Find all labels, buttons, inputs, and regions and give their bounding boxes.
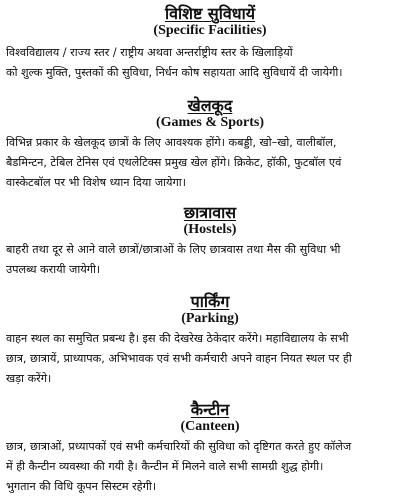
section-title-english: (Games & Sports) — [155, 115, 265, 130]
section-title-hindi: कैन्टीन — [190, 400, 230, 419]
body-line: वास्केटबॉल पर भी विशेष ध्यान दिया जायेगा। — [6, 176, 186, 189]
body-line: में ही कैन्टीन व्यवस्था की गयी है। कैन्टीन में मिलने वाले सभी सामग्री शुद्ध होगी। — [6, 460, 324, 473]
section-body — [6, 133, 414, 193]
body-line: भुगतान की विधि कूपन सिस्टम रहेगी। — [6, 480, 157, 493]
body-line: विभिन्न प्रकार के खेलकूद छात्रों के लिए आवश्यक होंगे। कबड्डी, खो–खो, वालीबॉल, — [6, 136, 337, 149]
section-body — [6, 240, 414, 280]
body-line: बैडमिन्टन, टेबिल टेनिस एवं एथलेटिक्स प्रमुख खेल होंगे। क्रिकेट, हॉकी, फुटबॉल एवं — [6, 156, 342, 169]
body-line: वाहन स्थल का समुचित प्रबन्ध है। इस की देखरेख ठेकेदार करेंगे। महाविद्यालय के सभी — [6, 332, 349, 345]
section-title-hindi: खेलकूद — [187, 96, 233, 115]
body-line: छात्र, छात्राओं, प्रध्यापकों एवं सभी कर्मचारियों की सुविधा को दृष्टिगत करते हुए कॉलेज — [6, 440, 352, 453]
section-title-english: (Hostels) — [183, 222, 237, 237]
section-games-sports — [0, 96, 420, 193]
body-line: छात्र, छात्रायें, प्राध्यापक, अभिभावक एवं सभी कर्मचारी अपने वाहन नियत स्थल पर ही — [6, 352, 352, 365]
section-title-english: (Parking) — [181, 311, 239, 326]
section-specific-facilities — [0, 4, 420, 83]
section-hostels — [0, 203, 420, 280]
section-title-english: (Canteen) — [180, 419, 240, 434]
body-line: को शुल्क मुक्ति, पुस्तकों की सुविधा, निर्धन कोष सहायता आदि सुविधायें दी जायेगी। — [6, 66, 343, 79]
section-title-english: (Specific Facilities) — [153, 23, 267, 38]
body-line: खड़ा करेंगे। — [6, 372, 52, 385]
section-title-hindi: छात्रावास — [183, 203, 237, 222]
section-body — [6, 43, 414, 83]
section-canteen — [0, 400, 420, 497]
body-line: विश्वविद्यालय / राज्य स्तर / राष्ट्रीय अथवा अन्तर्राष्ट्रीय स्तर के खिलाड़ियों — [6, 46, 293, 59]
body-line: उपलब्ध करायी जायेगी। — [6, 263, 101, 276]
section-title-hindi: पार्किंग — [190, 292, 230, 311]
section-parking — [0, 292, 420, 389]
body-line: बाहरी तथा दूर से आने वाले छात्रों/छात्राओं के लिए छात्रवास तथा मैस की सुविधा भी — [6, 243, 341, 256]
section-body — [6, 329, 414, 389]
section-title-hindi: विशिष्ट सुविधायें — [164, 4, 256, 23]
section-body — [6, 437, 414, 497]
